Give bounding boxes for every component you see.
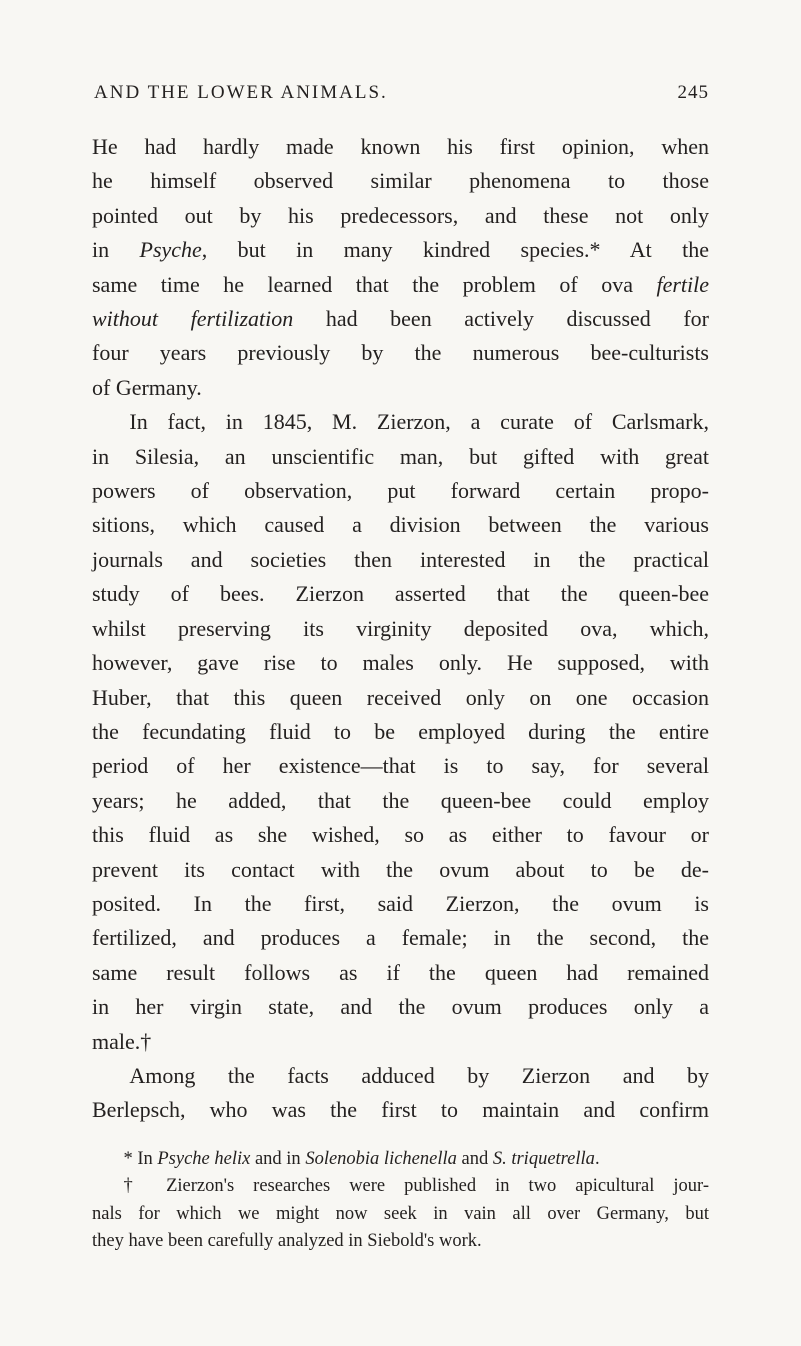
body-line bbox=[92, 543, 709, 577]
text-segment: the fecundating fluid to be employed during the entire bbox=[92, 718, 709, 744]
body-line bbox=[92, 440, 709, 474]
text-segment: * In bbox=[123, 1148, 158, 1169]
text-segment: this fluid as she wished, so as either to favour or bbox=[92, 822, 709, 848]
body-line bbox=[92, 887, 709, 921]
text-segment: powers of observation, put forward certain propo- bbox=[92, 478, 709, 504]
text-segment: in bbox=[92, 237, 140, 263]
body-text bbox=[92, 130, 709, 1128]
body-line bbox=[92, 474, 709, 508]
footnote-line bbox=[92, 1201, 709, 1229]
text-segment: He had hardly made known his first opinion, when bbox=[92, 134, 709, 159]
text-segment: sitions, which caused a division between the various bbox=[92, 512, 709, 538]
body-line bbox=[92, 371, 709, 405]
body-line bbox=[92, 749, 709, 783]
body-line bbox=[92, 646, 709, 680]
text-segment: . bbox=[594, 1148, 600, 1169]
running-title: AND THE LOWER ANIMALS. bbox=[94, 82, 388, 103]
text-segment: period of her existence—that is to say, for several bbox=[92, 753, 709, 779]
text-segment: prevent its contact with the ovum about to be de- bbox=[92, 856, 709, 882]
text-segment: and bbox=[456, 1148, 493, 1169]
text-segment: four years previously by the numerous bee-culturists bbox=[92, 340, 709, 366]
footnote-line bbox=[92, 1146, 709, 1174]
body-line bbox=[92, 130, 709, 164]
text-segment: in Silesia, an unscientific man, but gifted with great bbox=[92, 443, 709, 469]
text-segment: years; he added, that the queen-bee could employ bbox=[92, 787, 709, 813]
text-segment: posited. In the first, said Zierzon, the ovum is bbox=[92, 890, 709, 916]
body-line bbox=[92, 233, 709, 267]
text-segment: however, gave rise to males only. He supposed, with bbox=[92, 650, 709, 676]
text-segment: Huber, that this queen received only on one occasion bbox=[92, 684, 709, 710]
text-segment: same time he learned that the problem of ova bbox=[92, 271, 657, 297]
text-segment: and in bbox=[250, 1148, 306, 1169]
footnote-line bbox=[92, 1173, 709, 1201]
body-line bbox=[92, 715, 709, 749]
body-line bbox=[92, 336, 709, 370]
text-segment: male.† bbox=[92, 1028, 152, 1054]
text-segment: pointed out by his predecessors, and these not only bbox=[92, 202, 709, 228]
body-line bbox=[92, 818, 709, 852]
text-segment: they have been carefully analyzed in Siebold's work. bbox=[92, 1231, 482, 1252]
body-line bbox=[92, 268, 709, 302]
italic-text-segment: Psyche helix bbox=[157, 1148, 251, 1169]
text-segment: , but in many kindred species.* At the bbox=[201, 237, 709, 263]
text-segment: fertilized, and produces a female; in the second, the bbox=[92, 925, 709, 951]
footnote-line bbox=[92, 1228, 709, 1256]
body-line bbox=[92, 681, 709, 715]
body-line bbox=[92, 199, 709, 233]
text-segment: whilst preserving its virginity deposited ova, which, bbox=[92, 615, 709, 641]
italic-text-segment: Psyche bbox=[139, 237, 202, 263]
body-line bbox=[92, 784, 709, 818]
italic-text-segment: without fertilization bbox=[92, 306, 294, 332]
body-line bbox=[92, 990, 709, 1024]
body-line bbox=[92, 577, 709, 611]
text-segment: Among the facts adduced by Zierzon and by bbox=[129, 1062, 709, 1088]
body-line bbox=[92, 508, 709, 542]
body-line bbox=[92, 956, 709, 990]
body-line bbox=[92, 853, 709, 887]
text-segment: he himself observed similar phenomena to those bbox=[92, 168, 709, 194]
text-segment: Berlepsch, who was the first to maintain and confirm bbox=[92, 1097, 709, 1123]
body-line bbox=[92, 164, 709, 198]
footnotes bbox=[92, 1146, 709, 1256]
italic-text-segment: Solenobia lichenella bbox=[305, 1148, 457, 1169]
text-segment: nals for which we might now seek in vain all over Germany, but bbox=[92, 1203, 709, 1224]
body-line bbox=[92, 1059, 709, 1093]
text-segment: journals and societies then interested in the practical bbox=[92, 546, 709, 572]
text-segment: had been actively discussed for bbox=[293, 306, 710, 332]
body-line bbox=[92, 612, 709, 646]
text-segment: study of bees. Zierzon asserted that the queen-bee bbox=[92, 581, 709, 607]
text-segment: of Germany. bbox=[92, 374, 202, 400]
body-line bbox=[92, 1025, 709, 1059]
italic-text-segment: S. triquetrella bbox=[492, 1148, 595, 1169]
italic-text-segment: fertile bbox=[656, 271, 709, 297]
running-header bbox=[92, 82, 709, 104]
page-body bbox=[92, 130, 709, 1256]
page-number: 245 bbox=[677, 82, 709, 103]
text-segment: † Zierzon's researches were published in two apicultural jour- bbox=[123, 1176, 709, 1197]
text-segment: in her virgin state, and the ovum produces only a bbox=[92, 994, 709, 1020]
body-line bbox=[92, 302, 709, 336]
body-line bbox=[92, 405, 709, 439]
text-segment: In fact, in 1845, M. Zierzon, a curate of Carlsmark, bbox=[129, 409, 709, 435]
body-line bbox=[92, 921, 709, 955]
text-segment: same result follows as if the queen had remained bbox=[92, 959, 709, 985]
body-line bbox=[92, 1093, 709, 1127]
